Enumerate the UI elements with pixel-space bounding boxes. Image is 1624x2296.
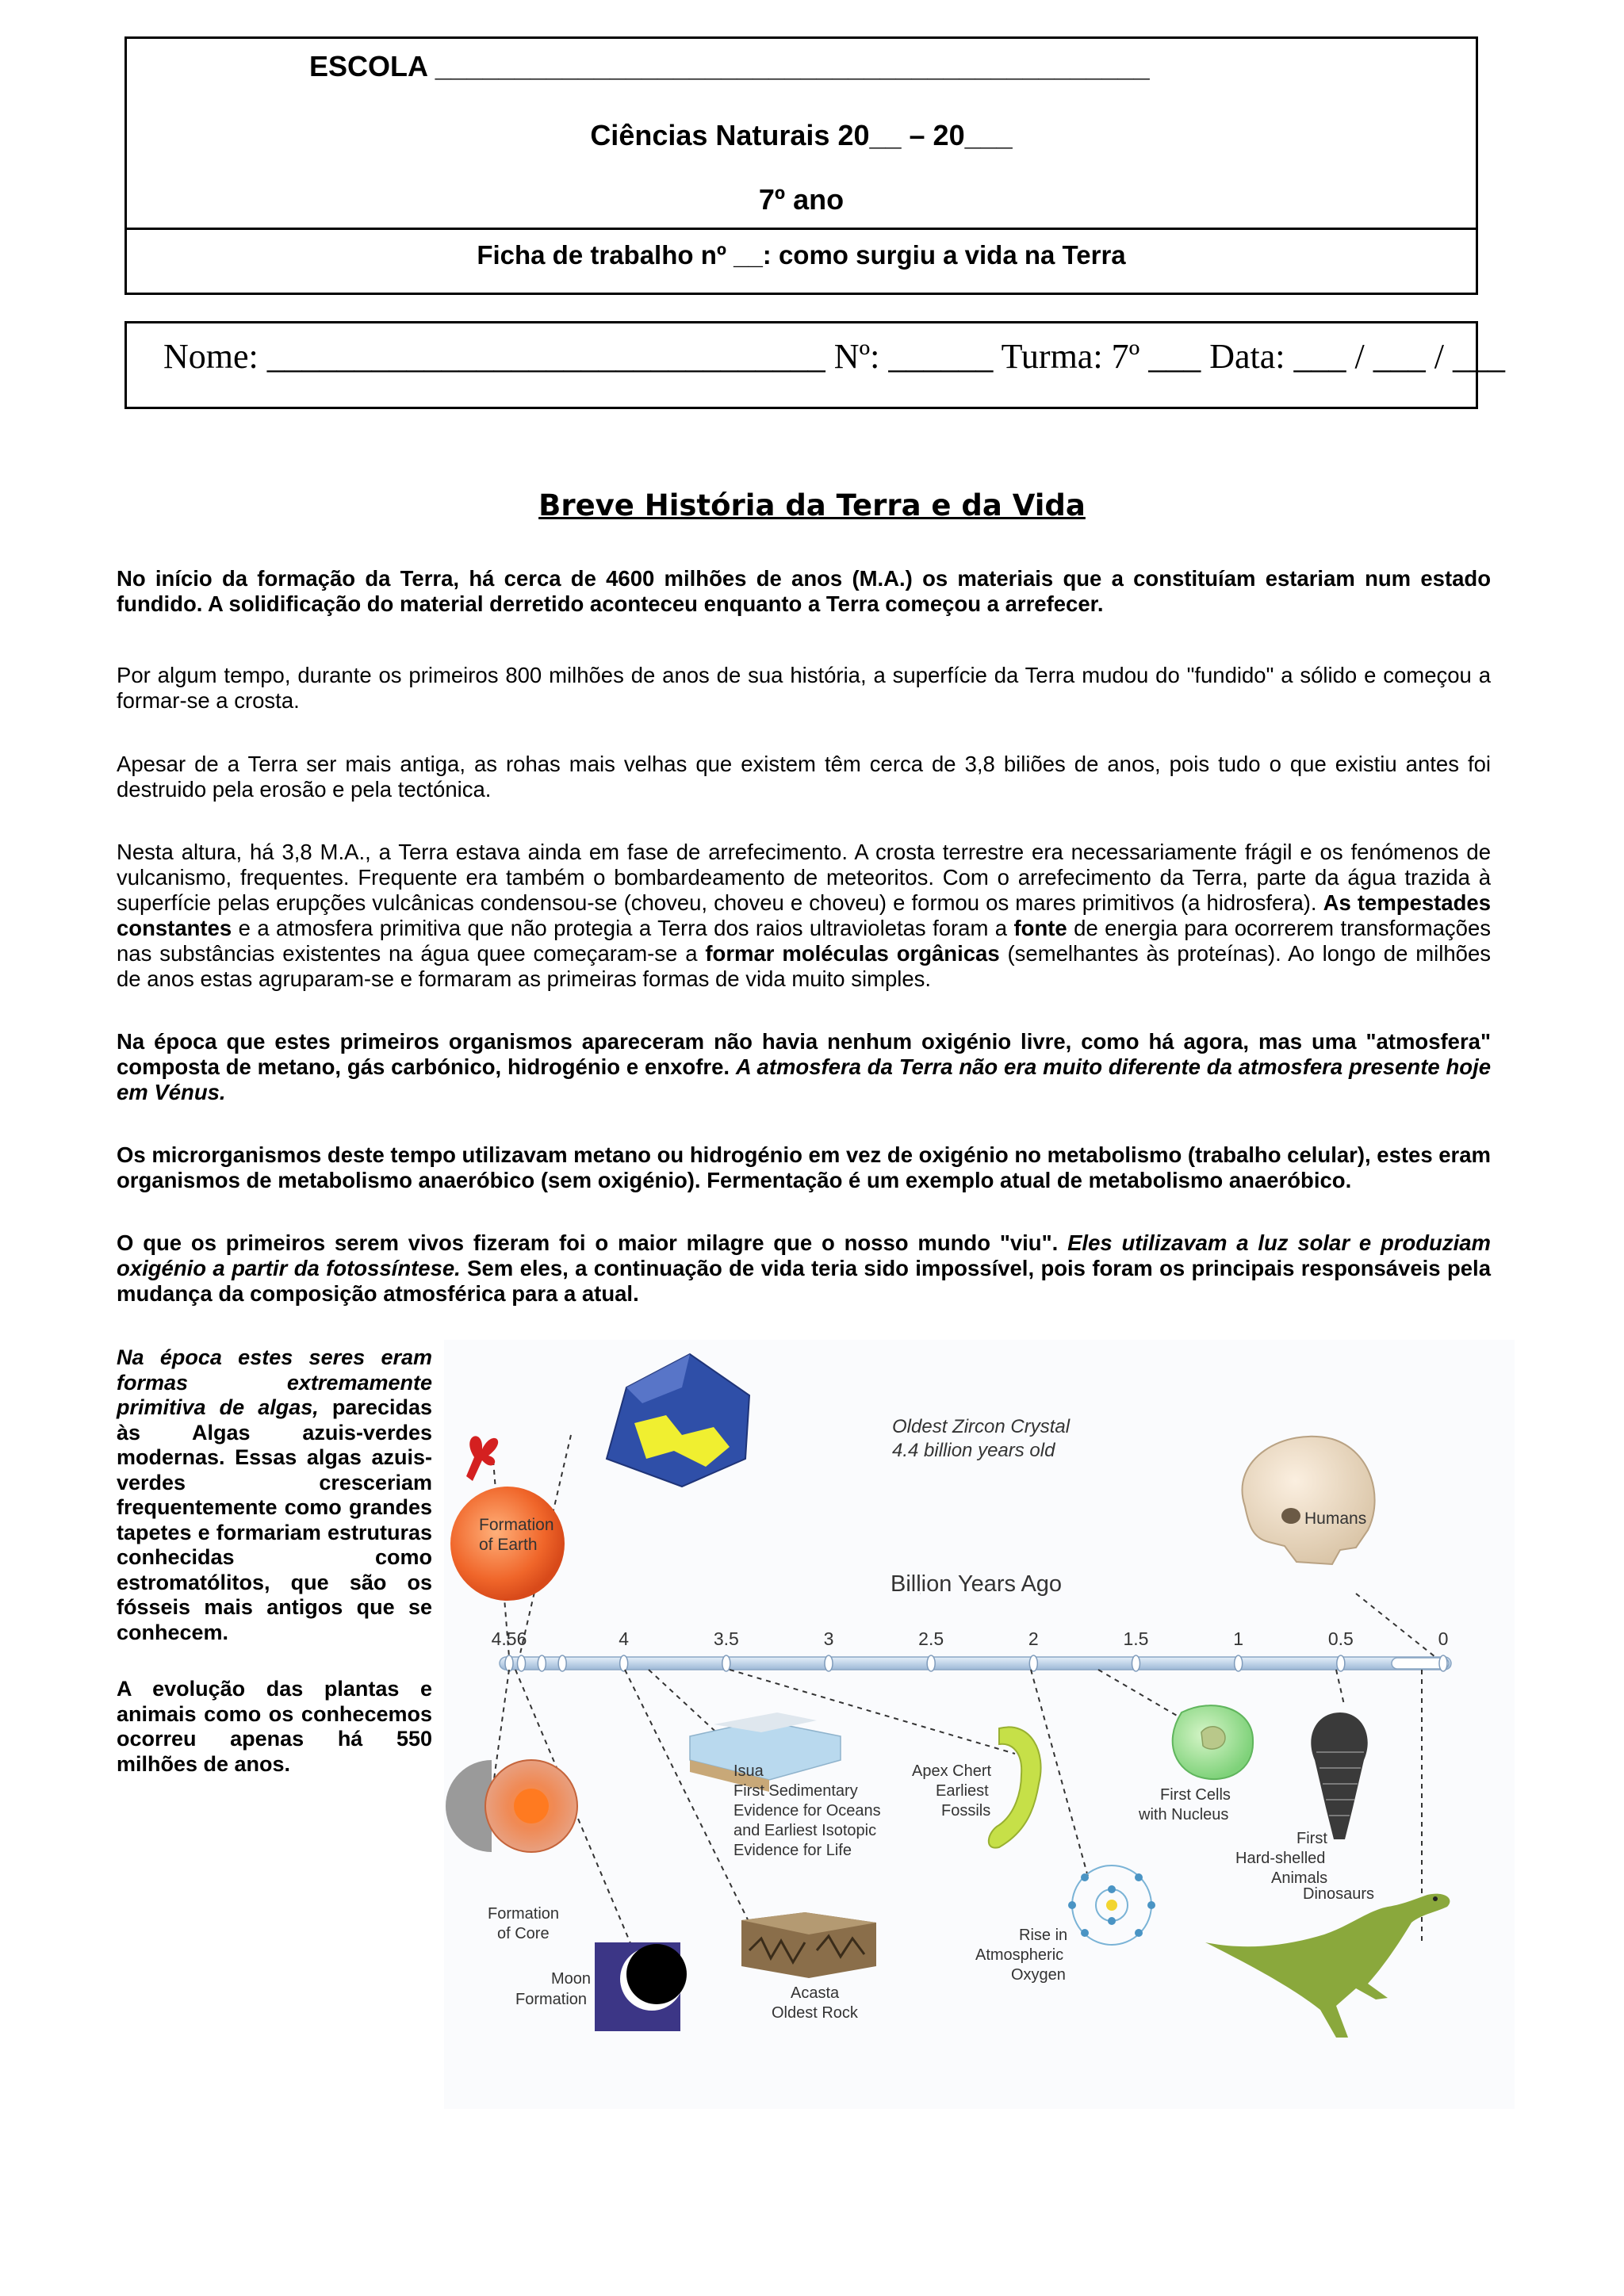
earth-label-2: of Earth <box>479 1536 538 1554</box>
humans-label: Humans <box>1304 1510 1367 1528</box>
side-text: parecidas às Algas azuis-verdes modernas. Essas algas azuis-verdes cresceriam frequentemente como grandes tapetes e formariam estruturas conhecidas como estromatólitos, que são os fósseis mais antigos que se conhecem. <box>117 1395 432 1644</box>
paragraph-5 <box>117 1029 1491 1105</box>
school-line <box>309 50 1150 83</box>
paragraph-4-bold-3: formar moléculas orgânicas <box>705 941 1000 966</box>
tick-mark <box>1029 1655 1037 1671</box>
isua-label-2: First Sedimentary <box>733 1782 858 1800</box>
tick-mark <box>722 1655 730 1671</box>
cells-label-1: First Cells <box>1160 1786 1231 1804</box>
student-info-box <box>124 321 1505 409</box>
header-box <box>124 36 1478 295</box>
paragraph-2: Por algum tempo, durante os primeiros 800 milhões de anos de sua história, a superfície da Terra mudou do "fundido" a sólido e começou a formar-se a crosta. <box>117 663 1491 713</box>
paragraph-4-bold-1: As tempestades constantes <box>117 890 1491 940</box>
tick-label: 1.5 <box>1123 1628 1149 1649</box>
paragraph-4-text-4: (semelhantes às proteínas). Ao longo de milhões de anos estas agruparam-se e formaram as primeiras formas de vida muito simples. <box>117 941 1492 991</box>
paragraph-5-italic: A atmosfera da Terra não era muito diferente da atmosfera presente hoje em Vénus. <box>117 1054 1492 1104</box>
paragraph-4-text-3: de energia para ocorrerem transformações nas substâncias existentes na água quee começaram-se a <box>117 916 1492 966</box>
tick-label: 2 <box>1028 1628 1039 1649</box>
apex-label-3: Fossils <box>941 1802 991 1820</box>
subject-line: Ciências Naturais 20__ – 20___ <box>590 119 1013 151</box>
worksheet-title: Ficha de trabalho nº __: como surgiu a vida na Terra <box>477 240 1126 270</box>
school-year: 7º ano <box>758 183 845 216</box>
paragraph-4-bold-2: fonte <box>1013 916 1067 940</box>
isua-label-4: and Earliest Isotopic <box>733 1822 877 1839</box>
oxygen-label-1: Rise in <box>1019 1927 1068 1944</box>
tick-label: 3.5 <box>713 1628 739 1649</box>
school-blank: _____________________________________________ <box>435 50 1150 82</box>
zircon-label-1: Oldest Zircon Crystal <box>892 1416 1071 1437</box>
paragraph-5-text: Na época que estes primeiros organismos apareceram não havia nenhum oxigénio livre, como há agora, mas uma "atmosfera" composta de metano, gás carbónico, hidrogénio e enxofre. <box>117 1029 1491 1079</box>
oxygen-label-3: Oxygen <box>1011 1966 1066 1984</box>
core-label-2: of Core <box>497 1925 550 1942</box>
tick-mark <box>1132 1655 1140 1671</box>
earth-history-timeline <box>444 1340 1515 2109</box>
cells-label-2: with Nucleus <box>1139 1806 1229 1823</box>
axis-title: Billion Years Ago <box>891 1571 1063 1597</box>
tick-label: 0.5 <box>1327 1628 1354 1649</box>
tick-label: 4 <box>619 1628 630 1649</box>
document-title: Breve História da Terra e da Vida <box>538 488 1086 522</box>
tick-label: 3 <box>823 1628 834 1649</box>
tick-mark <box>1337 1655 1345 1671</box>
tick-mark <box>1439 1655 1447 1671</box>
paragraph-4-text: Nesta altura, há 3,8 M.A., a Terra estava ainda em fase de arrefecimento. A crosta terrestre era necessariamente frágil e os fenómenos de vulcanismo, frequentes. Frequente era também o bombardeamento de meteoritos. Com o arrefecimento da Terra, parte da água trazida à superfície pelas erupções vulcânicas condensou-se (choveu, choveu e choveu) e formou os mares primitivos (a hidrosfera). <box>117 840 1491 915</box>
timeline-axis <box>500 1657 1451 1670</box>
tick-mark <box>505 1655 513 1671</box>
event-marker <box>558 1655 566 1671</box>
header-divider <box>127 228 1476 230</box>
oxygen-label-2: Atmospheric <box>975 1946 1064 1964</box>
earth-label-1: Formation <box>479 1516 554 1534</box>
shell-label-2: Hard-shelled <box>1235 1850 1326 1867</box>
tick-mark <box>1235 1655 1243 1671</box>
paragraph-7-text-2: Sem eles, a continuação de vida teria sido impossível, pois foram os principais responsáveis pela mudança da composição atmosférica para a atual. <box>117 1256 1491 1306</box>
isua-label-1: Isua <box>733 1762 764 1780</box>
school-label: ESCOLA <box>309 50 427 82</box>
apex-label-1: Apex Chert <box>912 1762 992 1780</box>
tick-label: 1 <box>1233 1628 1244 1649</box>
paragraph-7 <box>117 1230 1491 1307</box>
paragraph-7-text: O que os primeiros serem vivos fizeram foi o maior milagre que o nosso mundo "viu". <box>117 1230 1059 1255</box>
moon-label-2: Formation <box>515 1991 588 2008</box>
apex-label-2: Earliest <box>936 1782 989 1800</box>
isua-label-5: Evidence for Life <box>733 1842 852 1859</box>
paragraph-4-text-2: e a atmosfera primitiva que não protegia a Terra dos raios ultravioletas foram a <box>238 916 1008 940</box>
event-marker <box>538 1655 546 1671</box>
core-label-1: Formation <box>488 1905 560 1923</box>
tick-mark <box>620 1655 628 1671</box>
side-italic: Na época estes seres eram formas extremamente primitiva de algas, <box>117 1345 432 1419</box>
paragraph-3: Apesar de a Terra ser mais antiga, as rohas mais velhas que existem têm cerca de 3,8 biliões de anos, pois tudo o que existiu antes foi destruido pela erosão e pela tectónica. <box>117 752 1491 802</box>
dino-label: Dinosaurs <box>1303 1885 1375 1903</box>
shell-label-3: Animals <box>1271 1869 1328 1887</box>
moon-label-1: Moon <box>551 1970 592 1988</box>
tick-mark <box>927 1655 935 1671</box>
tick-label: 0 <box>1438 1628 1449 1649</box>
tick-label: 4.56 <box>491 1628 527 1649</box>
side-paragraph-1 <box>117 1345 432 1645</box>
zircon-label-2: 4.4 billion years old <box>892 1440 1055 1461</box>
isua-label-3: Evidence for Oceans <box>733 1802 881 1820</box>
paragraph-4 <box>117 840 1491 992</box>
event-marker <box>518 1655 526 1671</box>
acasta-label-1: Acasta <box>791 1984 840 2002</box>
acasta-label-2: Oldest Rock <box>772 2004 858 2022</box>
student-info-line: Nome: ________________________________ Nº: ______ Turma: 7º ___ Data: ___ / ___ / ___ <box>163 337 1505 376</box>
tick-label: 2.5 <box>918 1628 944 1649</box>
paragraph-1: No início da formação da Terra, há cerca de 4600 milhões de anos (M.A.) os materiais que a constituíam estariam num estado fundido. A solidificação do material derretido aconteceu enquanto a Terra começou a arrefecer. <box>117 566 1491 616</box>
side-column <box>117 1345 432 1777</box>
side-paragraph-2: A evolução das plantas e animais como os conhecemos ocorreu apenas há 550 milhões de anos. <box>117 1677 432 1776</box>
paragraph-7-italic: Eles utilizavam a luz solar e produziam oxigénio a partir da fotossíntese. <box>117 1230 1491 1280</box>
tick-mark <box>825 1655 833 1671</box>
shell-label-1: First <box>1297 1830 1327 1847</box>
paragraph-6: Os microrganismos deste tempo utilizavam metano ou hidrogénio em vez de oxigénio no metabolismo (trabalho celular), estes eram organismos de metabolismo anaeróbico (sem oxigénio). Fermentação é um exemplo atual de metabolismo anaeróbico. <box>117 1142 1491 1192</box>
